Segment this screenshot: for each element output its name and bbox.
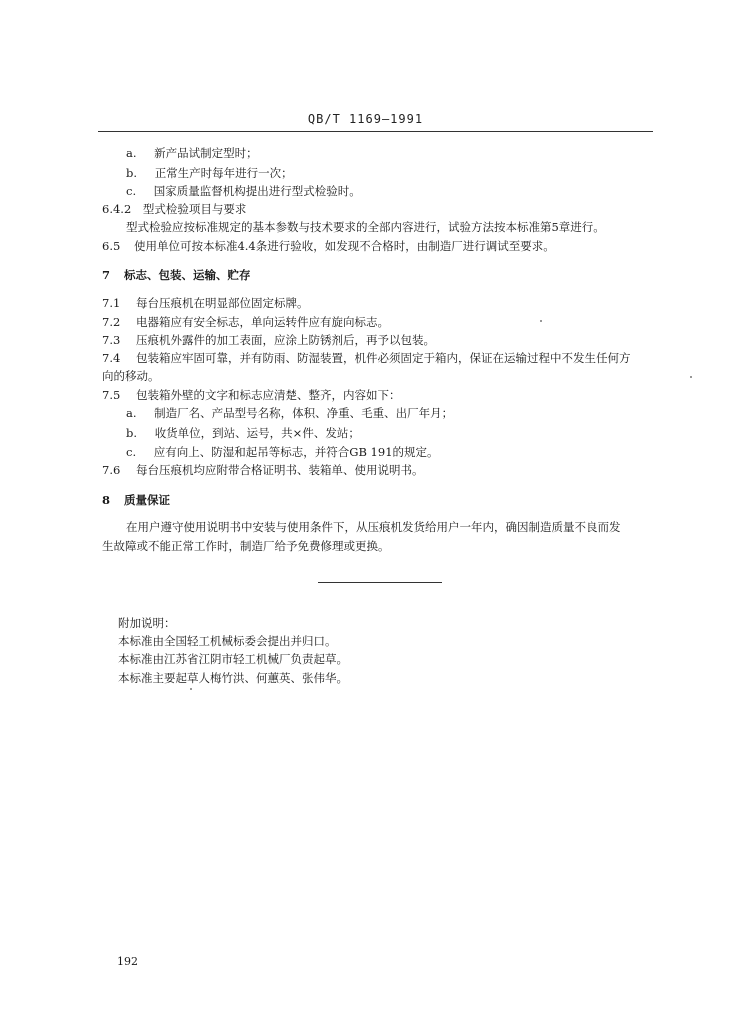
clause-7-5 (102, 388, 400, 402)
item-label: c. (126, 184, 137, 198)
clause-title: 型式检验项目与要求 (142, 202, 247, 216)
item-label: c. (126, 445, 137, 459)
header-divider (98, 131, 653, 132)
list-item (126, 146, 258, 160)
section-title: 标志、包装、运输、贮存 (124, 268, 251, 282)
appendix-title: 附加说明： (118, 616, 176, 630)
clause-number: 7.1 (102, 296, 121, 310)
clause-7-1 (102, 296, 308, 310)
clause-number: 7.6 (102, 463, 121, 477)
clause-6-4-2-body: 型式检验应按标准规定的基本参数与技术要求的全部内容进行，试验方法按本标准第5章进行。 (126, 220, 605, 234)
section-8-heading (102, 493, 170, 507)
clause-number: 6.5 (102, 239, 121, 253)
clause-text: 压痕机外露件的加工表面，应涂上防锈剂后，再予以包装。 (135, 333, 435, 347)
clause-7-4-continuation: 向的移动。 (102, 369, 160, 383)
page-number: 192 (117, 955, 138, 968)
clause-text: 包装箱应牢固可靠，并有防雨、防湿装置，机件必须固定于箱内，保证在运输过程中不发生任何方 (135, 351, 631, 365)
clause-text: 包装箱外壁的文字和标志应清楚、整齐，内容如下： (135, 388, 401, 402)
item-label: b. (126, 426, 138, 440)
section-7-heading (102, 268, 251, 282)
section-number: 8 (102, 493, 111, 507)
scan-speck (540, 320, 542, 322)
section-number: 7 (102, 268, 111, 282)
clause-number: 6.4.2 (102, 202, 132, 216)
list-item (126, 406, 453, 420)
section-title: 质量保证 (124, 493, 171, 507)
section-8-body-line: 生故障或不能正常工作时，制造厂给予免费修理或更换。 (102, 539, 390, 553)
clause-6-4-2-heading (102, 202, 246, 216)
item-text: 国家质量监督机构提出进行型式检验时。 (153, 184, 361, 198)
clause-text: 使用单位可按本标准4.4条进行验收，如发现不合格时，由制造厂进行调试至要求。 (133, 239, 555, 253)
item-label: a. (126, 146, 137, 160)
item-text: 收货单位，到站、运号，共×件、发站； (154, 426, 360, 440)
clause-number: 7.2 (102, 315, 121, 329)
appendix-line: 本标准由全国轻工机械标委会提出并归口。 (118, 634, 337, 648)
standard-code-header: QB/T 1169—1991 (307, 112, 424, 126)
item-text: 正常生产时每年进行一次； (154, 166, 293, 180)
item-text: 新产品试制定型时； (154, 146, 258, 160)
scan-speck (690, 376, 692, 378)
clause-7-2 (102, 315, 389, 329)
list-item (126, 166, 293, 180)
clause-number: 7.5 (102, 388, 121, 402)
end-of-text-rule (318, 582, 442, 583)
clause-7-3 (102, 333, 435, 347)
item-label: a. (126, 406, 137, 420)
clause-text: 每台压痕机均应附带合格证明书、装箱单、使用说明书。 (135, 463, 424, 477)
clause-7-6 (102, 463, 423, 477)
list-item (126, 445, 439, 459)
appendix-line: 本标准由江苏省江阴市轻工机械厂负责起草。 (118, 652, 348, 666)
clause-7-4 (102, 351, 630, 365)
list-item (126, 426, 360, 440)
clause-text: 每台压痕机在明显部位固定标牌。 (135, 296, 309, 310)
section-8-body-line: 在用户遵守使用说明书中安装与使用条件下，从压痕机发货给用户一年内，确因制造质量不良而发 (126, 520, 621, 534)
clause-number: 7.3 (102, 333, 121, 347)
clause-text: 电器箱应有安全标志，单向运转件应有旋向标志。 (135, 315, 389, 329)
item-text: 制造厂名、产品型号名称，体积、净重、毛重、出厂年月； (154, 406, 454, 420)
item-label: b. (126, 166, 138, 180)
clause-6-5 (102, 239, 555, 253)
list-item (126, 184, 361, 198)
clause-number: 7.4 (102, 351, 121, 365)
appendix-line: 本标准主要起草人梅竹洪、何蕙英、张伟华。 (118, 671, 348, 685)
scan-speck (190, 688, 192, 690)
item-text: 应有向上、防湿和起吊等标志，并符合GB 191的规定。 (153, 445, 439, 459)
